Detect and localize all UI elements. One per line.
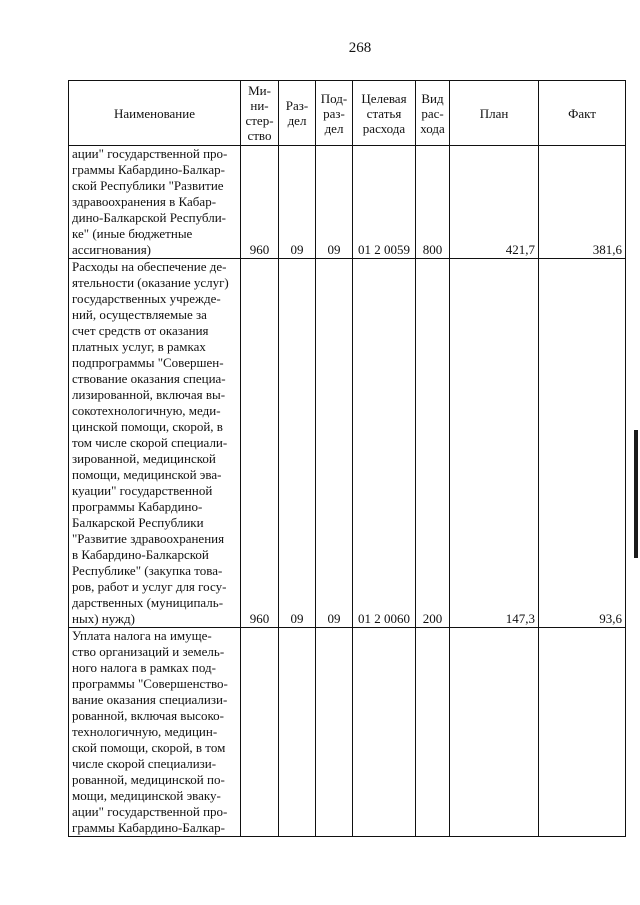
row-expense-kind: [416, 628, 450, 837]
header-section: Раз- дел: [279, 81, 316, 146]
page-number: 268: [348, 40, 372, 56]
row-subsection: 09: [316, 146, 353, 259]
row-ministry: 960: [241, 146, 279, 259]
row-fact: [539, 628, 626, 837]
row-plan: [450, 628, 539, 837]
table-header-row: [69, 81, 626, 146]
row-name: Расходы на обеспечение де- ятельности (оказание услуг) государственных учрежде- ний, осуществляемые за счет средств от оказания платных услуг, в рамках подпрограммы "Совершен- ствование оказания специа- лизированной, включая вы- сокотехнологичную, меди- цинской помощи, скорой, в том числе скорой специали- зированной, медицинской помощи, медицинской эва- куации" государственной программы Кабардино- Балкарской Республики "Развитие здравоохранения в Кабардино-Балкарской Республике" (закупка това- ров, работ и услуг для госу- дарственных (муниципаль- ных) нужд): [69, 259, 241, 628]
header-plan: План: [450, 81, 539, 146]
row-expense-kind: 200: [416, 259, 450, 628]
budget-table: [68, 80, 626, 837]
row-subsection: 09: [316, 259, 353, 628]
table-row: [69, 628, 626, 837]
row-section: 09: [279, 146, 316, 259]
table-row: [69, 146, 626, 259]
row-ministry: [241, 628, 279, 837]
row-plan: 147,3: [450, 259, 539, 628]
row-fact: 93,6: [539, 259, 626, 628]
header-name: Наименование: [69, 81, 241, 146]
row-plan: 421,7: [450, 146, 539, 259]
row-section: [279, 628, 316, 837]
table-row: [69, 259, 626, 628]
header-fact: Факт: [539, 81, 626, 146]
row-section: 09: [279, 259, 316, 628]
header-target-article: Целевая статья расхода: [353, 81, 416, 146]
row-expense-kind: 800: [416, 146, 450, 259]
row-ministry: 960: [241, 259, 279, 628]
row-target-article: [353, 628, 416, 837]
row-subsection: [316, 628, 353, 837]
row-fact: 381,6: [539, 146, 626, 259]
header-expense-kind: Вид рас- хода: [416, 81, 450, 146]
binding-edge-mark: [634, 430, 638, 558]
row-target-article: 01 2 0060: [353, 259, 416, 628]
row-name: ации" государственной про- граммы Кабардино-Балкар- ской Республики "Развитие здравоохранения в Кабар- дино-Балкарской Республи- ке" (иные бюджетные ассигнования): [69, 146, 241, 259]
header-ministry: Ми- ни- стер- ство: [241, 81, 279, 146]
row-name: Уплата налога на имуще- ство организаций и земель- ного налога в рамках под- программы "Совершенство- вание оказания специализи- рованной, включая высоко- технологичную, медицин- ской помощи, скорой, в том числе скорой специализи- рованной, медицинской по- мощи, медицинской эваку- ации" государственной про- граммы Кабардино-Балкар-: [69, 628, 241, 837]
header-subsection: Под- раз- дел: [316, 81, 353, 146]
row-target-article: 01 2 0059: [353, 146, 416, 259]
